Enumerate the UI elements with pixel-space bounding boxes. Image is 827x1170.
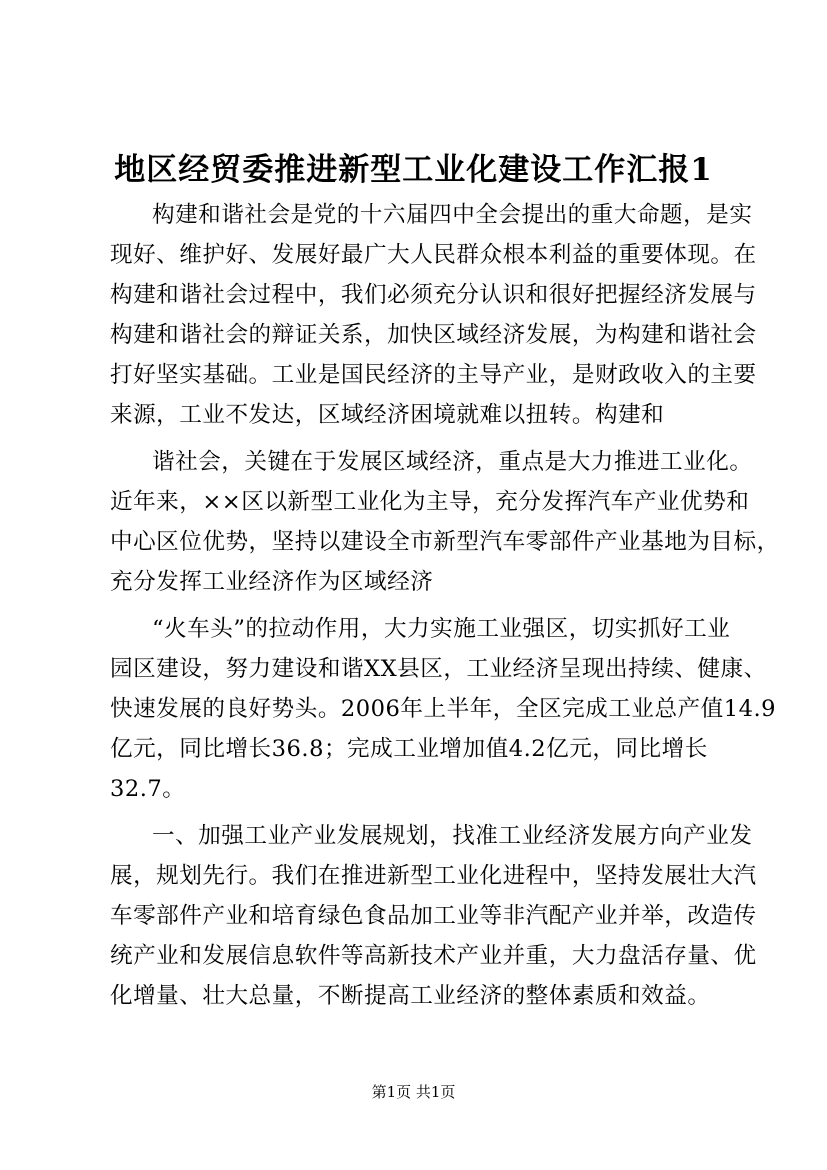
- paragraph-line: 谐社会，关键在于发展区域经济，重点是大力推进工业化。: [152, 449, 753, 475]
- paragraph-line: 快速发展的良好势头。2006年上半年，全区完成工业总产值14.9: [110, 696, 777, 722]
- document-title: 地区经贸委推进新型工业化建设工作汇报1: [114, 152, 713, 188]
- paragraph-line: 来源，工业不发达，区域经济困境就难以扭转。构建和: [110, 402, 665, 428]
- paragraph-line: 中心区位优势，坚持以建设全市新型汽车零部件产业基地为目标，: [110, 529, 780, 555]
- paragraph-line: 构建和谐社会过程中，我们必须充分认识和很好把握经济发展与: [110, 282, 757, 308]
- paragraph-line: 车零部件产业和培育绿色食品加工业等非汽配产业并举，改造传: [110, 903, 757, 929]
- paragraph-line: 一、加强工业产业发展规划，找准工业经济发展方向产业发: [152, 823, 753, 849]
- paragraph-line: “火车头”的拉动作用，大力实施工业强区，切实抓好工业: [152, 616, 731, 642]
- paragraph-line: 充分发挥工业经济作为区域经济: [110, 569, 434, 595]
- paragraph-line: 现好、维护好、发展好最广大人民群众根本利益的重要体现。在: [110, 242, 757, 268]
- paragraph-line: 构建和谐社会是党的十六届四中全会提出的重大命题，是实: [152, 202, 753, 228]
- paragraph-line: 32.7。: [110, 776, 186, 802]
- paragraph-line: 构建和谐社会的辩证关系，加快区域经济发展，为构建和谐社会: [110, 322, 757, 348]
- paragraph-line: 亿元，同比增长36.8；完成工业增加值4.2亿元，同比增长: [110, 736, 708, 762]
- paragraph-line: 统产业和发展信息软件等高新技术产业并重，大力盘活存量、优: [110, 943, 757, 969]
- paragraph-line: 化增量、壮大总量，不断提高工业经济的整体素质和效益。: [110, 983, 711, 1009]
- paragraph-line: 展，规划先行。我们在推进新型工业化进程中，坚持发展壮大汽: [110, 863, 757, 889]
- paragraph-line: 近年来，××区以新型工业化为主导，充分发挥汽车产业优势和: [110, 489, 750, 515]
- paragraph-line: 打好坚实基础。工业是国民经济的主导产业，是财政收入的主要: [110, 362, 757, 388]
- paragraph-line: 园区建设，努力建设和谐XX县区，工业经济呈现出持续、健康、: [110, 656, 767, 682]
- page-number-footer: 第1页 共1页: [371, 1083, 456, 1101]
